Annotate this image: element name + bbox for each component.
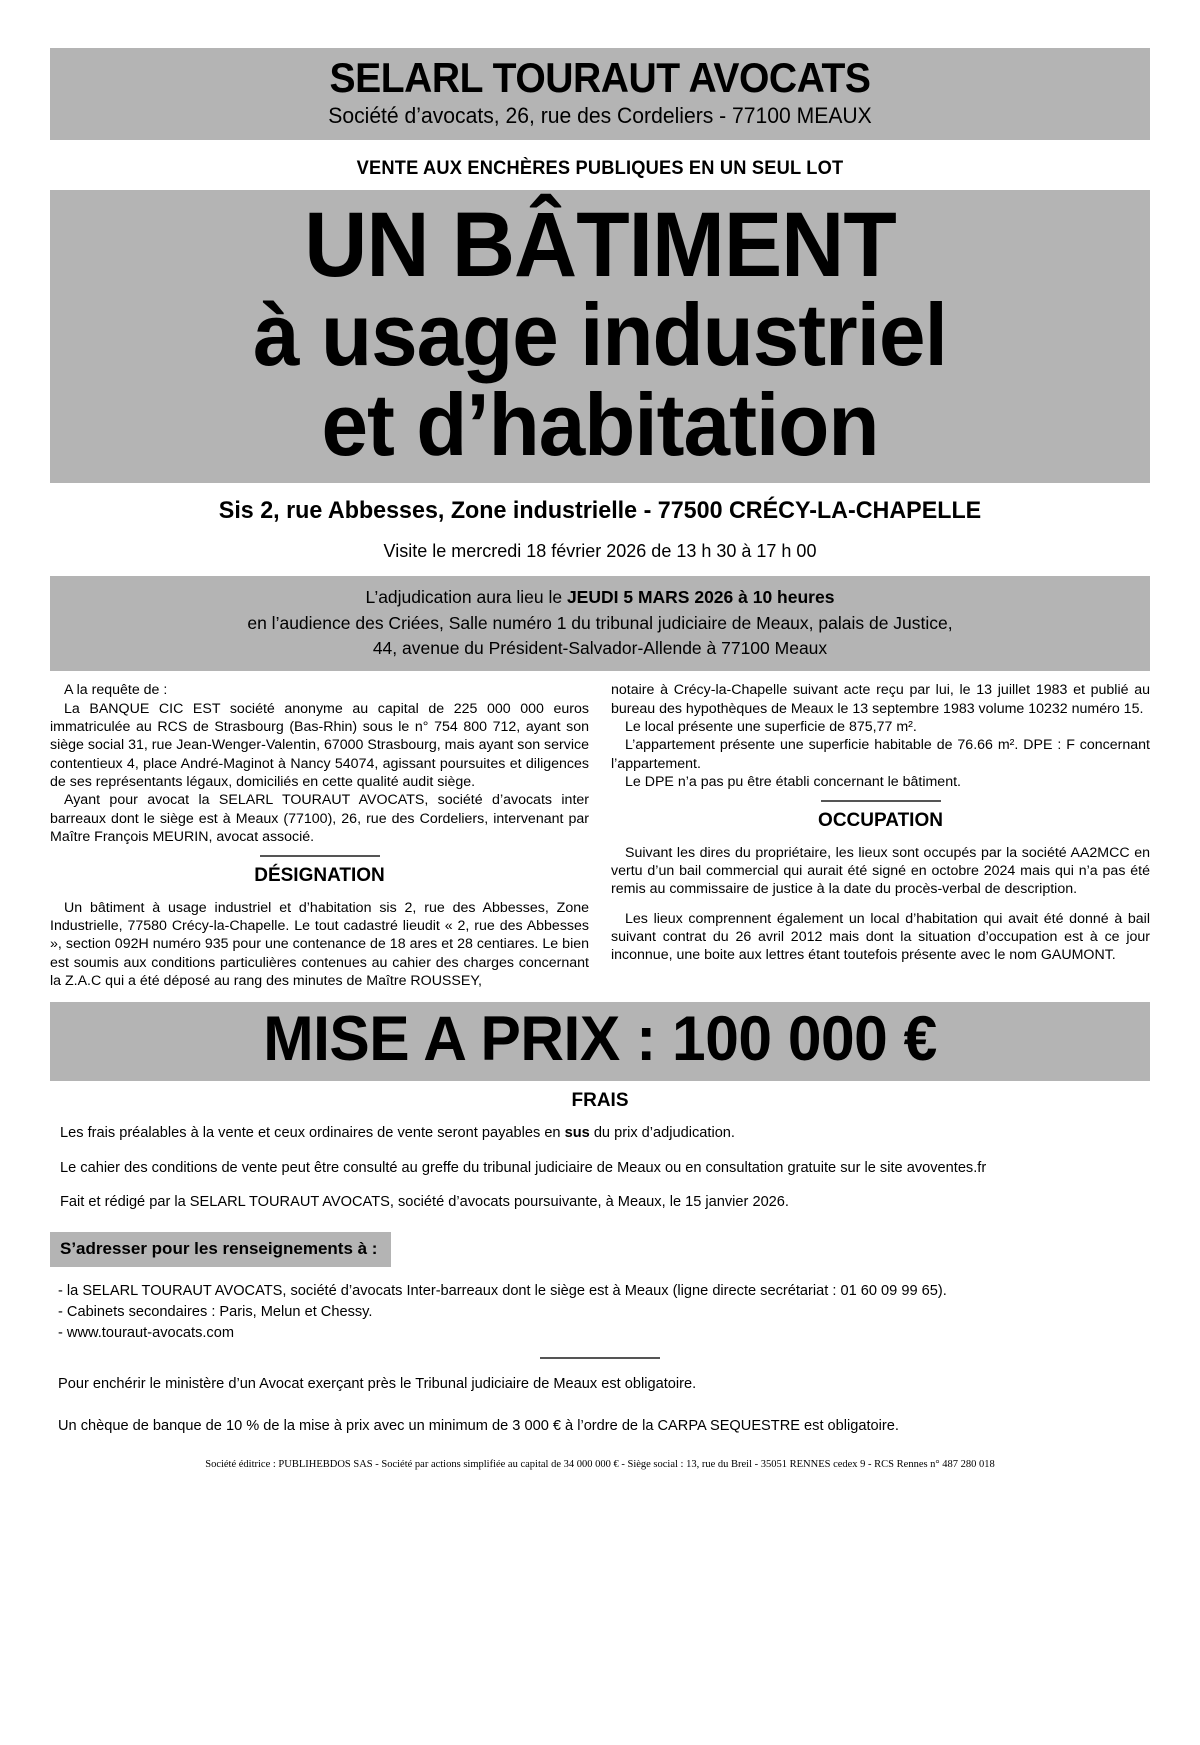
contact-heading-band: S’adresser pour les renseignements à : — [50, 1232, 391, 1267]
property-title-band — [50, 190, 1150, 484]
property-title-line3: et d’habitation — [321, 374, 879, 474]
contact-line-1: - la SELARL TOURAUT AVOCATS, société d’avocats Inter-barreaux dont le siège est à Meaux (ligne directe secrétariat : 01 60 09 99 65). — [58, 1283, 947, 1300]
dpe-building: Le DPE n’a pas pu être établi concernant le bâtiment. — [625, 773, 961, 790]
designation-heading: DÉSIGNATION — [254, 865, 385, 887]
occupation-paragraph-1: Suivant les dires du propriétaire, les lieux sont occupés par la société AA2MCC en vertu d’un bail commercial qui aurait été signé en octobre 2024 mais qui n’a pas été remis au commissaire de justice à la date du procès-verbal de description. — [611, 844, 1150, 898]
property-address: Sis 2, rue Abbesses, Zone industrielle - 77500 CRÉCY-LA-CHAPELLE — [218, 497, 982, 525]
starting-price: MISE A PRIX : 100 000 € — [263, 1004, 937, 1075]
request-intro: A la requête de : — [64, 682, 168, 699]
local-surface: Le local présente une superficie de 875,77 m². — [625, 719, 917, 735]
frais-p1-before: Les frais préalables à la vente et ceux ordinaires de vente seront payables en — [60, 1125, 565, 1142]
right-column — [611, 681, 1150, 990]
designation-paragraph: Un bâtiment à usage industriel et d’habitation sis 2, rue des Abbesses, Zone Industrielle, 77580 Crécy-la-Chapelle. Le tout cadastré lieudit « 2, rue des Abbesses », section 092H numéro 935 pour une contenance de 18 ares et 28 centiares. Le bien est soumis aux conditions particulières contenues au cahier des charges concernant la Z.A.C qui a été déposé au rang des minutes de Maître ROUSSEY, — [50, 899, 589, 989]
auction-notice-page — [0, 48, 1200, 1745]
adjudication-venue: en l’audience des Criées, Salle numéro 1 du tribunal judiciaire de Meaux, palais de Justice, — [247, 612, 953, 633]
body-columns — [50, 681, 1150, 990]
frais-paragraph-2: Le cahier des conditions de vente peut être consulté au greffe du tribunal judiciaire de Meaux ou en consultation gratuite sur le site avoventes.fr — [60, 1159, 987, 1176]
footer-divider — [540, 1357, 660, 1359]
frais-paragraph-3: Fait et rédigé par la SELARL TOURAUT AVOCATS, société d’avocats poursuivante, à Meaux, le 15 janvier 2026. — [60, 1194, 789, 1211]
frais-heading: FRAIS — [571, 1090, 629, 1112]
frais-p1-bold: sus — [564, 1125, 590, 1142]
firm-name: SELARL TOURAUT AVOCATS — [329, 54, 871, 101]
section-divider — [260, 855, 380, 857]
property-title-line1: UN BÂTIMENT — [304, 193, 896, 296]
creditor-paragraph: La BANQUE CIC EST société anonyme au capital de 225 000 000 euros immatriculée au RCS de Strasbourg (Bas-Rhin) sous le n° 754 800 712, ayant son siège social 31, rue Jean-Wenger-Valentin, 67000 Strasbourg, mais ayant son service contentieux 4, place André-Maginot à Nancy 54074, agissant poursuites et diligences de ses représentants légaux, domiciliés en cette qualité audit siège. — [50, 700, 589, 790]
paragraph-gap — [611, 899, 1150, 910]
notary-paragraph: notaire à Crécy-la-Chapelle suivant acte reçu par lui, le 13 juillet 1983 et publié au bureau des hypothèques de Meaux le 13 septembre 1983 volume 10232 numéro 15. — [611, 682, 1150, 717]
adjudication-prefix: L’adjudication aura lieu le — [365, 587, 567, 608]
firm-address: Société d’avocats, 26, rue des Cordeliers - 77100 MEAUX — [328, 103, 872, 129]
apartment-surface: L’appartement présente une superficie habitable de 76.66 m². DPE : F concernant l’appartement. — [611, 737, 1150, 772]
left-column — [50, 681, 589, 990]
contact-website[interactable]: - www.touraut-avocats.com — [58, 1324, 234, 1341]
frais-paragraph-1 — [50, 1124, 1150, 1144]
firm-header-band — [50, 48, 1150, 140]
lawyer-paragraph: Ayant pour avocat la SELARL TOURAUT AVOCATS, société d’avocats inter barreaux dont le siège est à Meaux (77100), 26, rue des Cordeliers, intervenant par Maître François MEURIN, avocat associé. — [50, 792, 589, 845]
footer-paragraph-1: Pour enchérir le ministère d’un Avocat exerçant près le Tribunal judiciaire de Meaux est obligatoire. — [58, 1376, 697, 1393]
adjudication-datetime — [50, 585, 1150, 610]
visit-schedule: Visite le mercredi 18 février 2026 de 13 h 30 à 17 h 00 — [383, 541, 817, 562]
occupation-paragraph-2: Les lieux comprennent également un local d’habitation qui avait été donné à bail suivant contrat du 26 avril 2012 mais dont la situation d’occupation est à ce jour inconnue, une boite aux lettres étant toutefois présente avec le nom GAUMONT. — [611, 910, 1150, 964]
adjudication-date-bold: JEUDI 5 MARS 2026 à 10 heures — [566, 587, 835, 608]
starting-price-band — [50, 1002, 1150, 1081]
sale-type-heading: VENTE AUX ENCHÈRES PUBLIQUES EN UN SEUL LOT — [356, 157, 844, 179]
section-divider — [821, 800, 941, 802]
footer-paragraph-2: Un chèque de banque de 10 % de la mise à prix avec un minimum de 3 000 € à l’ordre de la CARPA SEQUESTRE est obligatoire. — [58, 1417, 899, 1434]
adjudication-venue-address: 44, avenue du Président-Salvador-Allende à 77100 Meaux — [372, 638, 828, 658]
occupation-heading: OCCUPATION — [818, 810, 943, 832]
editor-notice: Société éditrice : PUBLIHEBDOS SAS - Société par actions simplifiée au capital de 34 000 000 € - Siège social : 13, rue du Breil - 35051 RENNES cedex 9 - RCS Rennes n° 487 280 018 — [205, 1458, 995, 1470]
frais-p1-after: du prix d’adjudication. — [589, 1125, 735, 1142]
adjudication-band — [50, 576, 1150, 671]
contact-line-2: - Cabinets secondaires : Paris, Melun et Chessy. — [58, 1303, 373, 1320]
property-title-line2: à usage industriel — [253, 284, 947, 384]
